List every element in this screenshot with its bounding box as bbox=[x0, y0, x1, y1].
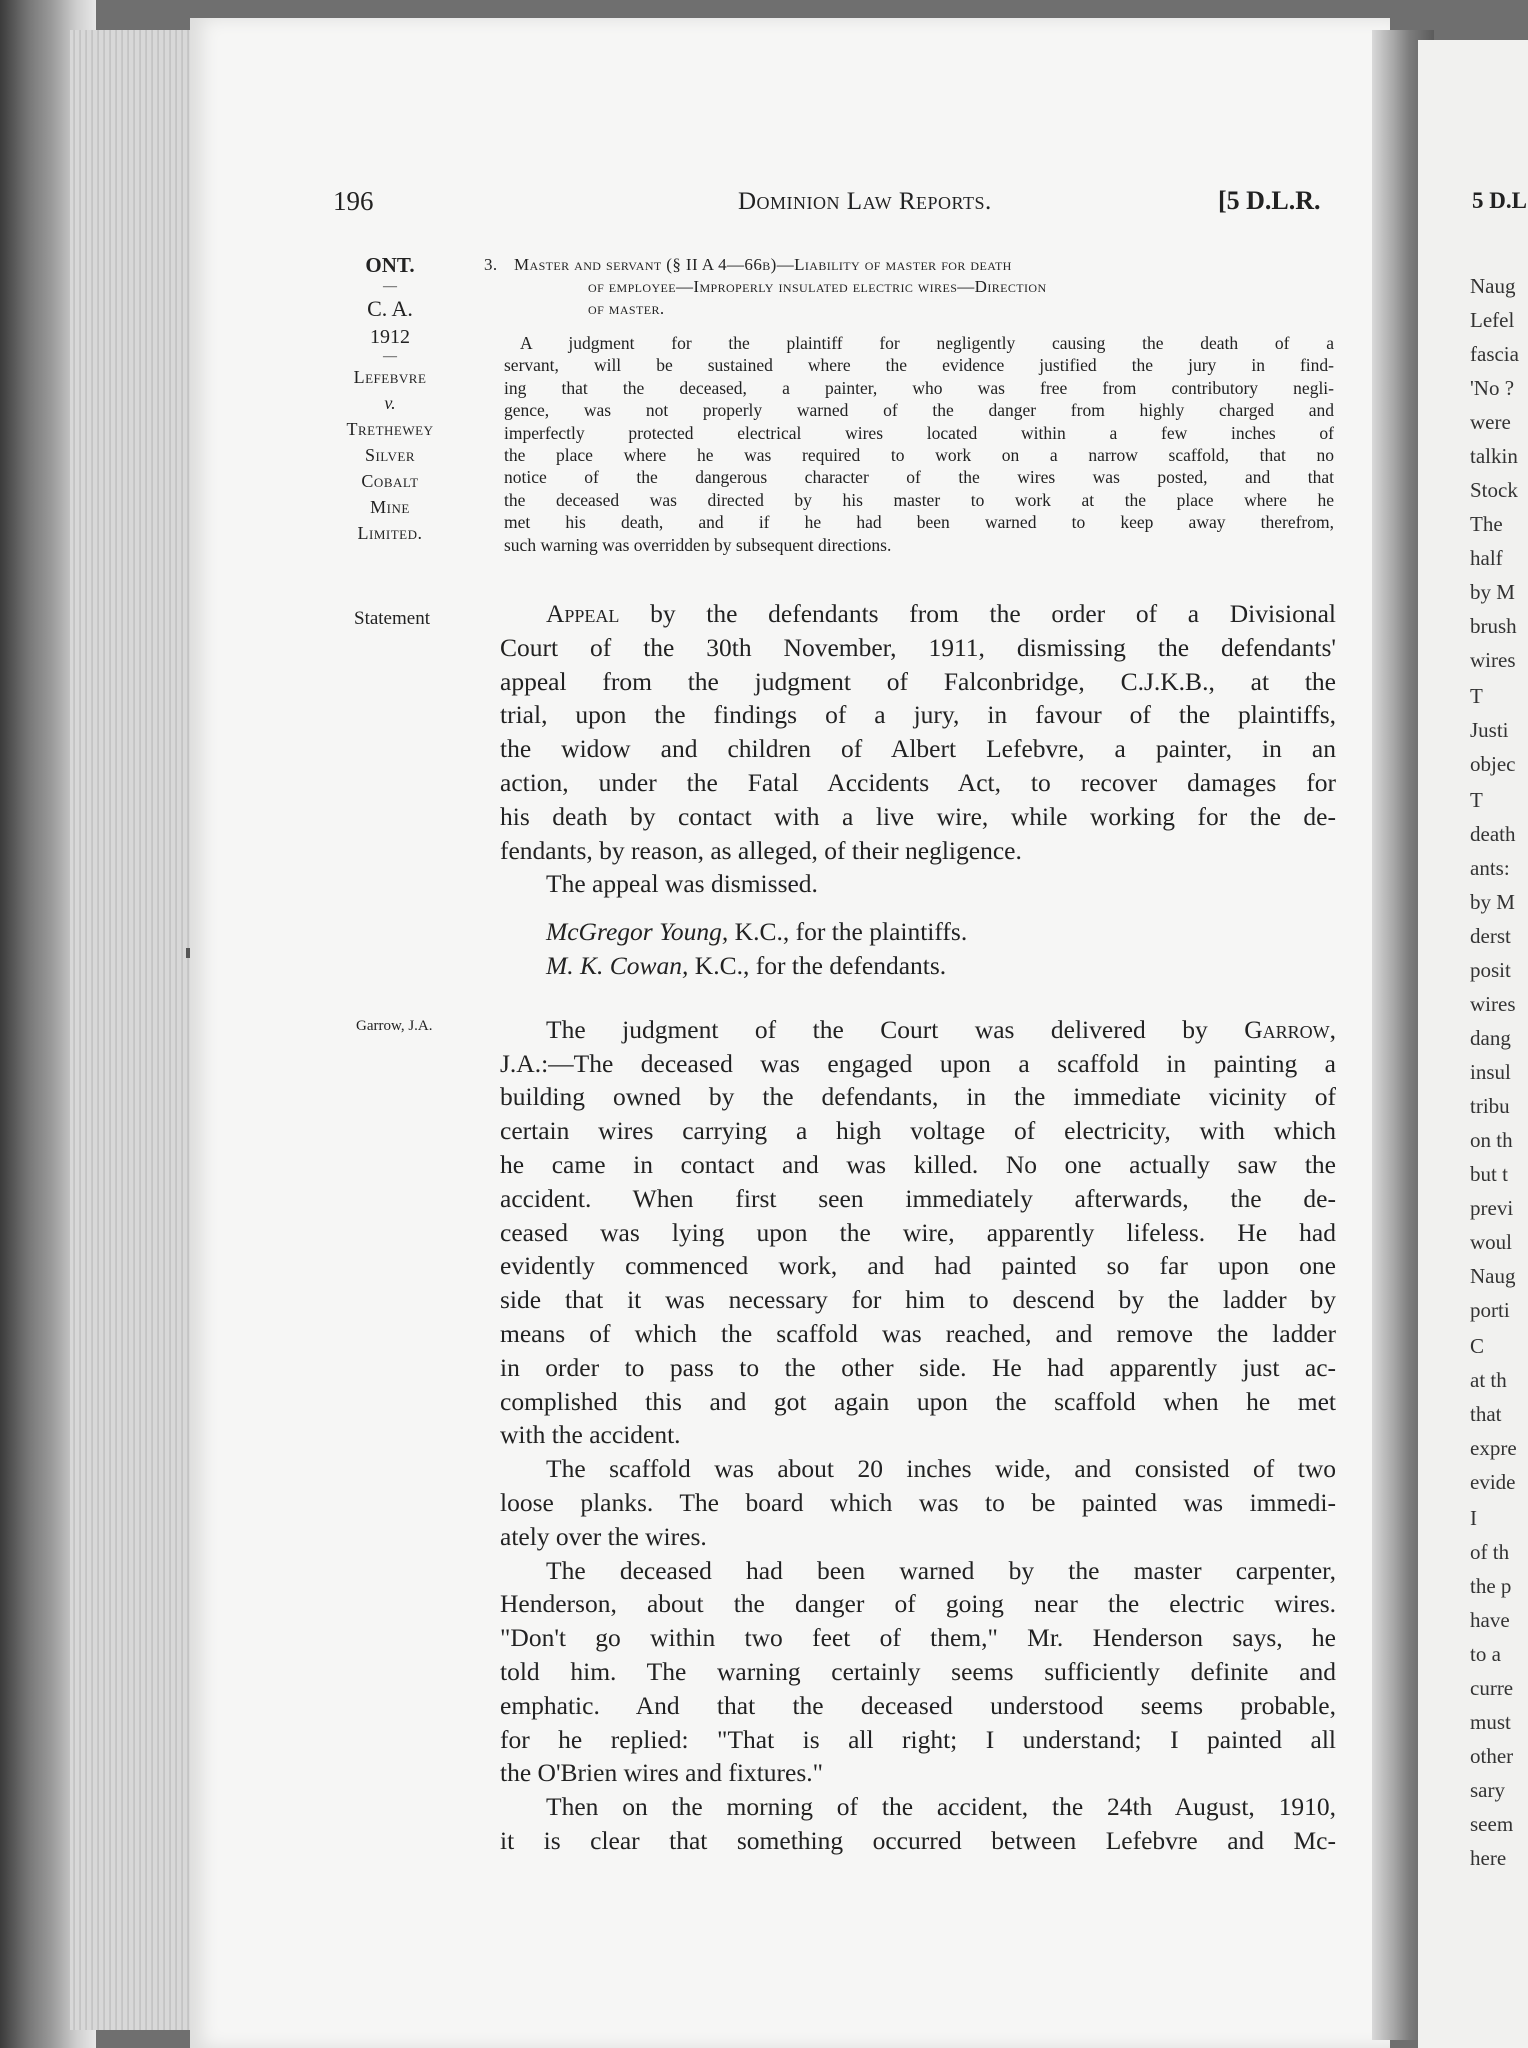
judgment-line: The judgment of the Court was delivered by Garrow, bbox=[546, 1014, 1336, 1044]
statement-label: Statement bbox=[354, 608, 430, 629]
facing-page-line: by M bbox=[1470, 890, 1515, 914]
facing-page-line: here bbox=[1470, 1846, 1507, 1870]
facing-page-line: T bbox=[1470, 788, 1483, 812]
facing-page-header: 5 D.L bbox=[1472, 188, 1527, 213]
counsel-plaintiffs: McGregor Young, K.C., for the plaintiffs. bbox=[546, 917, 968, 947]
statement-line: action, under the Fatal Accidents Act, to recover damages for bbox=[500, 767, 1336, 797]
headnote-line: such warning was overridden by subsequent directions. bbox=[504, 534, 892, 555]
year: 1912 bbox=[370, 326, 410, 348]
court-province: ONT. bbox=[365, 253, 415, 277]
facing-page-line: but t bbox=[1470, 1162, 1508, 1186]
headnote-line: ing that the deceased, a painter, who was free from contributory negli- bbox=[504, 377, 1334, 398]
facing-page-line: objec bbox=[1470, 752, 1516, 776]
facing-page-line: ants: bbox=[1470, 856, 1510, 880]
facing-page-line: expre bbox=[1470, 1436, 1517, 1460]
judgment-line: he came in contact and was killed. No one actually saw the bbox=[500, 1149, 1336, 1179]
judgment-line: building owned by the defendants, in the immediate vicinity of bbox=[500, 1082, 1336, 1112]
case-sidebar bbox=[300, 250, 480, 546]
judgment-line: ately over the wires. bbox=[500, 1521, 707, 1551]
judgment-line: The deceased had been warned by the master carpenter, bbox=[546, 1555, 1336, 1585]
facing-page-line: that bbox=[1470, 1402, 1502, 1426]
facing-page-line: on th bbox=[1470, 1128, 1513, 1152]
judgment-line: ceased was lying upon the wire, apparently lifeless. He had bbox=[500, 1217, 1336, 1247]
facing-page-line: 'No ? bbox=[1470, 376, 1515, 400]
judgment-line: loose planks. The board which was to be painted was immedi- bbox=[500, 1487, 1336, 1517]
spacer bbox=[500, 983, 1336, 1013]
facing-page-line: derst bbox=[1470, 924, 1511, 948]
facing-page-line: evide bbox=[1470, 1470, 1516, 1494]
running-title: Dominion Law Reports. bbox=[738, 188, 992, 215]
headnote-line: imperfectly protected electrical wires located within a few inches of bbox=[504, 422, 1334, 443]
facing-page-line: of th bbox=[1470, 1540, 1510, 1564]
facing-page-line: porti bbox=[1470, 1298, 1510, 1322]
appeal-dismissed: The appeal was dismissed. bbox=[546, 869, 818, 899]
facing-page-line: C bbox=[1470, 1334, 1485, 1358]
judgment-line: emphatic. And that the deceased understood seems probable, bbox=[500, 1690, 1336, 1720]
headnote-line: notice of the dangerous character of the wires was posted, and that bbox=[504, 467, 1334, 488]
facing-page-line: to a bbox=[1470, 1642, 1501, 1666]
judgment-line: "Don't go within two feet of them," Mr. Henderson says, he bbox=[500, 1623, 1336, 1653]
margin-mark bbox=[186, 948, 190, 958]
divider: — bbox=[383, 349, 397, 364]
headnote-line: servant, will be sustained where the evidence justified the jury in find- bbox=[504, 355, 1334, 376]
facing-page-line: posit bbox=[1470, 958, 1511, 982]
statement-line: Court of the 30th November, 1911, dismissing the defendants' bbox=[500, 632, 1336, 662]
page-stack-edges bbox=[70, 30, 200, 2030]
headnote-line: the place where he was required to work on a narrow scaffold, that no bbox=[504, 445, 1334, 466]
divider: — bbox=[383, 279, 397, 294]
headnote-title-line-3: of master. bbox=[588, 299, 665, 318]
headnote-title bbox=[484, 254, 1346, 320]
judgment-line: side that it was necessary for him to descend by the ladder by bbox=[500, 1285, 1336, 1315]
statement-line: fendants, by reason, as alleged, of their negligence. bbox=[500, 835, 1022, 865]
statement-line: his death by contact with a live wire, while working for the de- bbox=[500, 801, 1336, 831]
facing-page bbox=[1418, 40, 1528, 2048]
facing-page-line: The bbox=[1470, 512, 1503, 536]
headnote-title-line-2: of employee—Improperly insulated electric wires—Direction bbox=[588, 277, 1047, 296]
headnote-line: the deceased was directed by his master to work at the place where he bbox=[504, 489, 1334, 510]
facing-page-line: Lefel bbox=[1470, 308, 1515, 332]
facing-page-line: wires bbox=[1470, 648, 1516, 672]
counsel-defendants: M. K. Cowan, K.C., for the defendants. bbox=[546, 950, 947, 980]
statement-line: appeal from the judgment of Falconbridge, C.J.K.B., at the bbox=[500, 666, 1336, 696]
facing-page-line: sary bbox=[1470, 1778, 1505, 1802]
judgment-line: complished this and got again upon the scaffold when he met bbox=[500, 1386, 1336, 1416]
judgment-line: it is clear that something occurred between Lefebvre and Mc- bbox=[500, 1825, 1336, 1855]
headnote-number: 3. bbox=[484, 255, 498, 274]
judge-name: Garrow, bbox=[1244, 1014, 1336, 1044]
facing-page-line: must bbox=[1470, 1710, 1511, 1734]
appeal-word: Appeal bbox=[546, 599, 620, 628]
facing-page-line: brush bbox=[1470, 614, 1517, 638]
facing-page-line: woul bbox=[1470, 1230, 1512, 1254]
facing-page-line: Naug bbox=[1470, 274, 1516, 298]
headnote-body bbox=[504, 332, 1334, 556]
volume-reference: [5 D.L.R. bbox=[1218, 186, 1321, 215]
judgment-line: certain wires carrying a high voltage of electricity, with which bbox=[500, 1116, 1336, 1146]
facing-page-line: T bbox=[1470, 684, 1483, 708]
judgment-line: The scaffold was about 20 inches wide, and consisted of two bbox=[546, 1454, 1336, 1484]
facing-page-line: I bbox=[1470, 1506, 1477, 1530]
facing-page-line: seem bbox=[1470, 1812, 1514, 1836]
headnote-title-line-1: 3. Master and servant (§ II A 4—66b)—Liability of master for death bbox=[484, 255, 1012, 274]
party-defendant-4: Mine bbox=[370, 497, 410, 517]
versus: v. bbox=[384, 393, 396, 413]
facing-page-line: talkin bbox=[1470, 444, 1518, 468]
judgment-line: accident. When first seen immediately afterwards, the de- bbox=[500, 1183, 1336, 1213]
judgment-line: told him. The warning certainly seems sufficiently definite and bbox=[500, 1656, 1336, 1686]
statement-line: the widow and children of Albert Lefebvre, a painter, in an bbox=[500, 734, 1336, 764]
facing-page-line: by M bbox=[1470, 580, 1515, 604]
facing-page-line: Naug bbox=[1470, 1264, 1516, 1288]
facing-page-line: Stock bbox=[1470, 478, 1518, 502]
party-defendant-5: Limited. bbox=[357, 523, 423, 543]
headnote-line: met his death, and if he had been warned to keep away therefrom, bbox=[504, 512, 1334, 533]
judgment-line: in order to pass to the other side. He had apparently just ac- bbox=[500, 1352, 1336, 1382]
facing-page-line: at th bbox=[1470, 1368, 1507, 1392]
party-plaintiff: Lefebvre bbox=[353, 367, 427, 387]
judgment-line: Then on the morning of the accident, the 24th August, 1910, bbox=[546, 1792, 1336, 1822]
facing-page-line: tribu bbox=[1470, 1094, 1510, 1118]
judgment-line: Henderson, about the danger of going near the electric wires. bbox=[500, 1589, 1336, 1619]
judgment-line: J.A.:—The deceased was engaged upon a scaffold in painting a bbox=[500, 1048, 1336, 1078]
facing-page-line: have bbox=[1470, 1608, 1510, 1632]
facing-page-line: dang bbox=[1470, 1026, 1511, 1050]
facing-page-line: other bbox=[1470, 1744, 1514, 1768]
facing-page-line: curre bbox=[1470, 1676, 1514, 1700]
facing-page-line: previ bbox=[1470, 1196, 1514, 1220]
facing-page-line: were bbox=[1470, 410, 1511, 434]
facing-page-line: Justi bbox=[1470, 718, 1509, 742]
judgment-line: with the accident. bbox=[500, 1420, 681, 1450]
judgment-line: the O'Brien wires and fixtures." bbox=[500, 1758, 824, 1788]
statement-line: Appeal by the defendants from the order of a Divisional bbox=[546, 599, 1336, 628]
judgment-line: evidently commenced work, and had painted so far upon one bbox=[500, 1251, 1336, 1281]
party-defendant-3: Cobalt bbox=[361, 471, 419, 491]
judgment-line: for he replied: "That is all right; I understand; I painted all bbox=[500, 1724, 1336, 1754]
party-defendant-2: Silver bbox=[364, 445, 416, 465]
report-body bbox=[500, 597, 1336, 1858]
facing-page-line: the p bbox=[1470, 1574, 1512, 1598]
headnote-line: gence, was not properly warned of the danger from highly charged and bbox=[504, 400, 1334, 421]
facing-page-line: fascia bbox=[1470, 342, 1519, 366]
statement-line: trial, upon the findings of a jury, in favour of the plaintiffs, bbox=[500, 700, 1336, 730]
page-number: 196 bbox=[333, 186, 374, 216]
facing-page-line: half bbox=[1470, 546, 1503, 570]
facing-page-line: wires bbox=[1470, 992, 1516, 1016]
party-defendant-1: Trethewey bbox=[346, 419, 434, 439]
judgment-line: means of which the scaffold was reached, and remove the ladder bbox=[500, 1318, 1336, 1348]
facing-page-line: insul bbox=[1470, 1060, 1511, 1084]
judge-label: Garrow, J.A. bbox=[356, 1018, 433, 1034]
facing-page-line: death bbox=[1470, 822, 1516, 846]
spacer bbox=[500, 901, 1336, 915]
headnote-line: A judgment for the plaintiff for negligently causing the death of a bbox=[520, 333, 1334, 353]
court: C. A. bbox=[367, 296, 413, 321]
